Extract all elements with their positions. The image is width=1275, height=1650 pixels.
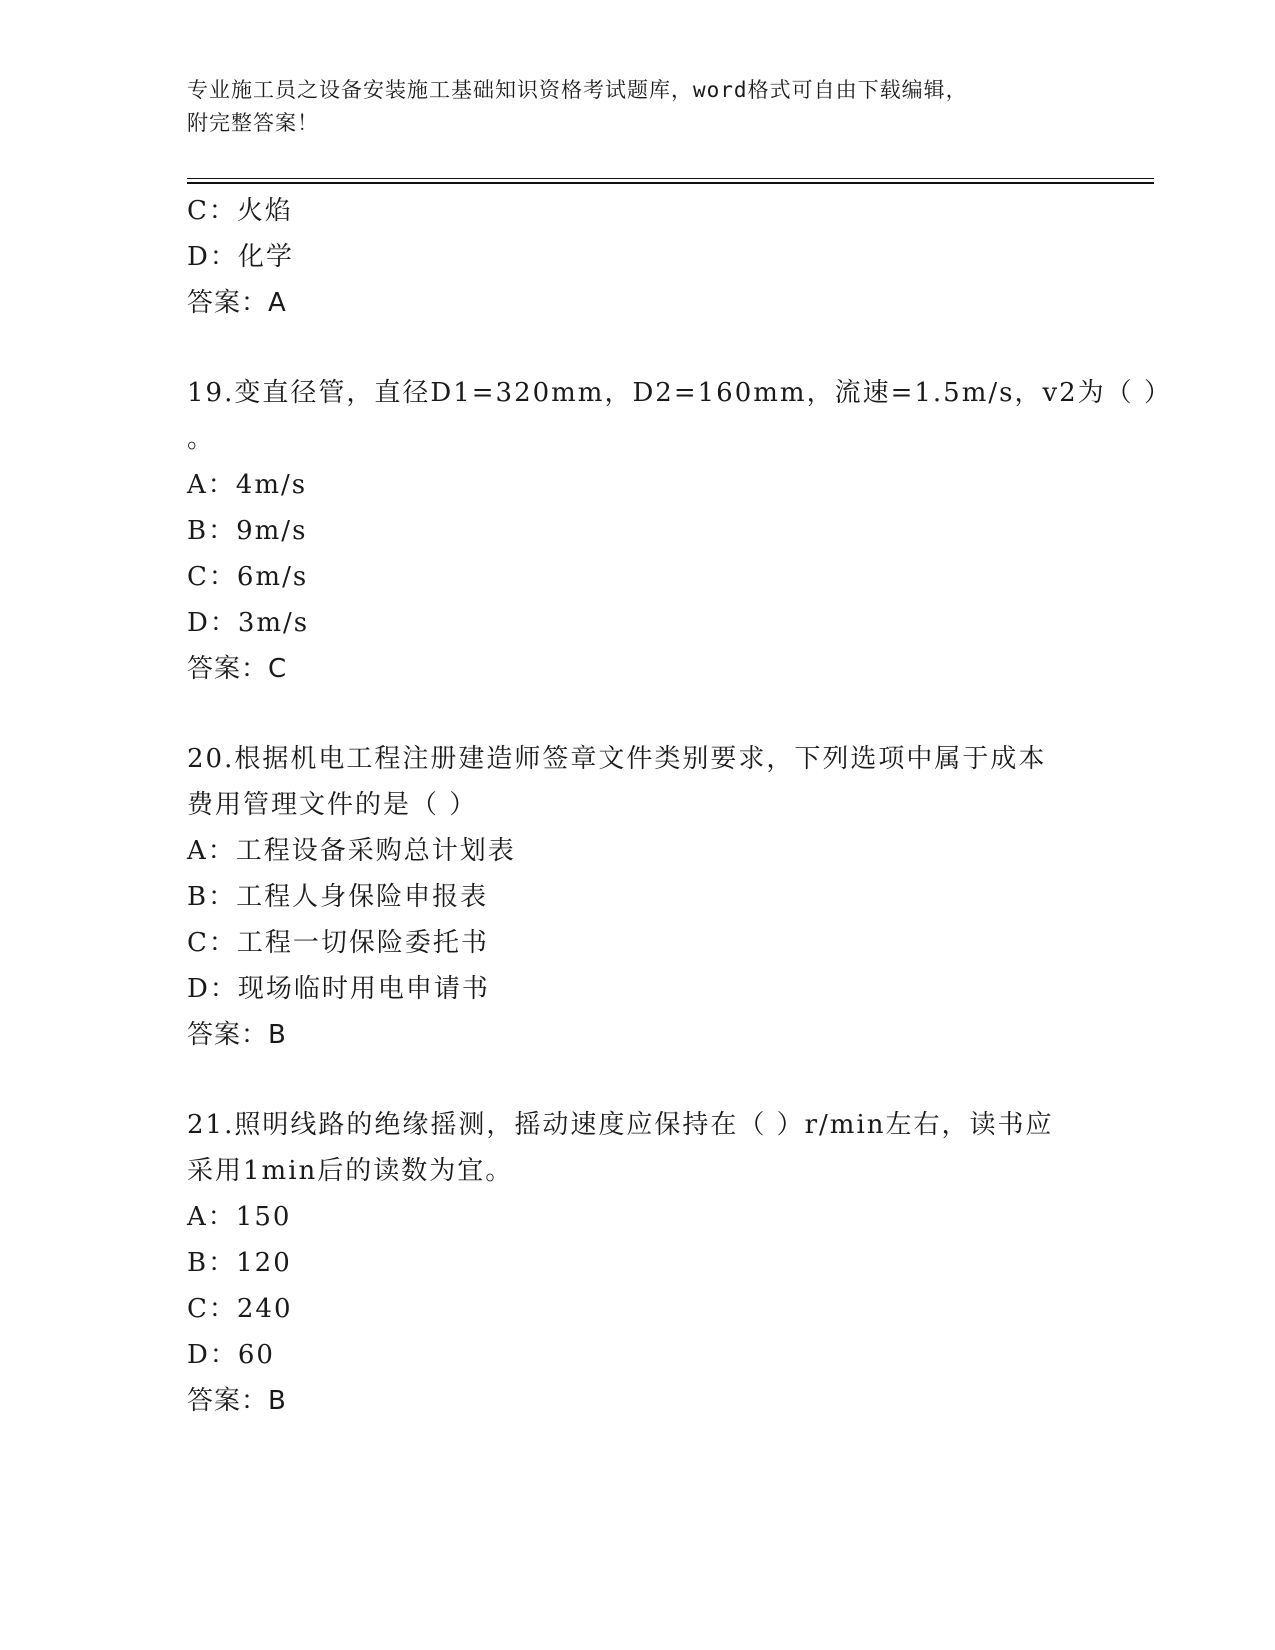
spacer <box>187 326 1087 370</box>
option-line: B：9m/s <box>187 516 308 546</box>
document-header <box>187 74 1087 140</box>
option-line: A：4m/s <box>187 470 308 500</box>
option-line: D：化学 <box>187 242 294 272</box>
previous-question-tail <box>187 188 1087 326</box>
header-rule-thick <box>187 182 1154 184</box>
option-line: A：工程设备采购总计划表 <box>187 836 516 866</box>
answer-line: 答案：C <box>187 654 288 684</box>
option-line: B：工程人身保险申报表 <box>187 882 489 912</box>
option-line: C：火焰 <box>187 196 293 226</box>
question-content <box>187 188 1172 1424</box>
question-stem: 。 <box>187 424 216 454</box>
answer-line: 答案：A <box>187 288 287 318</box>
option-line: C：工程一切保险委托书 <box>187 928 489 958</box>
spacer <box>187 1058 1087 1102</box>
question-stem: 采用1min后的读数为宜。 <box>187 1156 514 1186</box>
question-stem: 费用管理文件的是（ ） <box>187 790 478 820</box>
answer-line: 答案：B <box>187 1020 287 1050</box>
option-line: D：3m/s <box>187 608 310 638</box>
header-rule-thin <box>187 178 1154 179</box>
spacer <box>187 692 1087 736</box>
option-line: A：150 <box>187 1202 292 1232</box>
option-line: D：60 <box>187 1340 275 1370</box>
question-20 <box>187 736 1087 1058</box>
option-line: D：现场临时用电申请书 <box>187 974 490 1004</box>
answer-line: 答案：B <box>187 1386 287 1416</box>
option-line: C：6m/s <box>187 562 309 592</box>
question-stem: 21.照明线路的绝缘摇测，摇动速度应保持在（ ）r/min左右，读书应 <box>187 1110 1054 1140</box>
option-line: C：240 <box>187 1294 293 1324</box>
header-line-1: 专业施工员之设备安装施工基础知识资格考试题库，word格式可自由下载编辑， <box>187 78 968 102</box>
header-line-2: 附完整答案！ <box>187 111 319 135</box>
question-21 <box>187 1102 1087 1424</box>
option-line: B：120 <box>187 1248 292 1278</box>
question-19 <box>187 370 1172 692</box>
question-stem: 20.根据机电工程注册建造师签章文件类别要求，下列选项中属于成本 <box>187 744 1047 774</box>
question-stem: 19.变直径管，直径D1=320mm，D2=160mm，流速=1.5m/s，v2为（ ） <box>187 378 1172 408</box>
